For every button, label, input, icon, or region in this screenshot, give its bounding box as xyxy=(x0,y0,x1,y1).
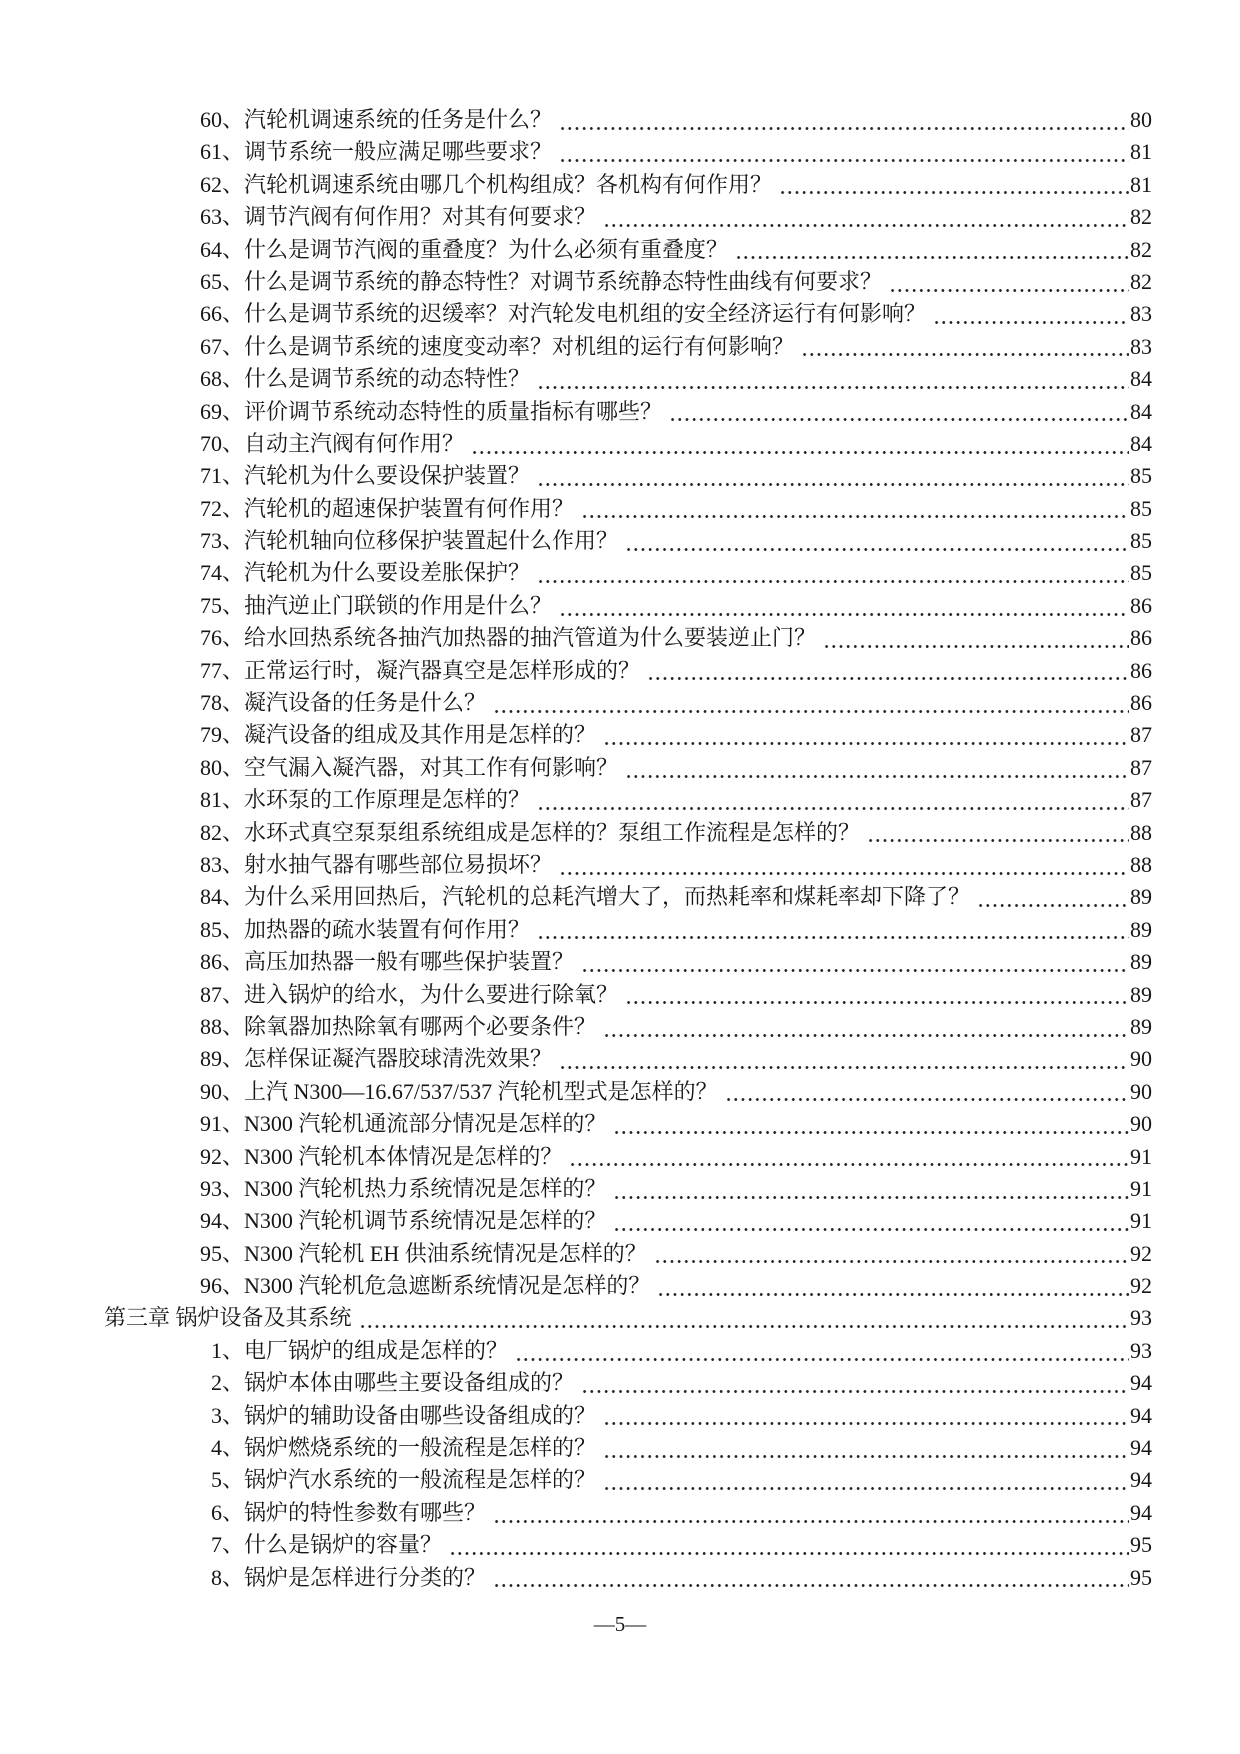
toc-entry-page-number: 91 xyxy=(1130,1208,1152,1234)
toc-entry-page-number: 85 xyxy=(1130,560,1152,586)
toc-entry-page-number: 85 xyxy=(1130,463,1152,489)
toc-entry-number: 92、 xyxy=(200,1143,245,1169)
toc-entry-page-number: 84 xyxy=(1130,430,1152,456)
toc-entry xyxy=(0,817,1240,849)
toc-entry-number: 85、 xyxy=(200,916,245,942)
toc-entry xyxy=(0,493,1240,525)
toc-entry-number: 67、 xyxy=(200,333,245,359)
toc-dot-leader xyxy=(625,525,1129,557)
toc-entry-number: 6、 xyxy=(211,1499,245,1525)
toc-entry-title: 锅炉的特性参数有哪些？ xyxy=(244,1499,487,1525)
toc-entry xyxy=(0,622,1240,654)
toc-entry-number: 8、 xyxy=(211,1564,245,1590)
toc-dot-leader xyxy=(867,817,1129,849)
toc-entry xyxy=(0,1270,1240,1302)
toc-entry-title: N300 汽轮机通流部分情况是怎样的？ xyxy=(244,1111,607,1137)
toc-entry-title: 水环泵的工作原理是怎样的？ xyxy=(244,787,531,813)
toc-entry-number: 70、 xyxy=(200,430,245,456)
toc-entry-page-number: 94 xyxy=(1130,1370,1152,1396)
toc-entry-page-number: 84 xyxy=(1130,366,1152,392)
toc-dot-leader xyxy=(515,1335,1129,1367)
toc-entry-title: 锅炉本体由哪些主要设备组成的？ xyxy=(244,1370,575,1396)
toc-entry-page-number: 89 xyxy=(1130,884,1152,910)
toc-entry-title: 怎样保证凝汽器胶球清洗效果？ xyxy=(244,1046,553,1072)
toc-entry xyxy=(0,1173,1240,1205)
toc-entry-page-number: 86 xyxy=(1130,625,1152,651)
toc-entry-title: 凝汽设备的任务是什么？ xyxy=(244,690,487,716)
toc-entry-title: 调节系统一般应满足哪些要求？ xyxy=(244,139,553,165)
toc-entry-title: 锅炉是怎样进行分类的？ xyxy=(244,1564,487,1590)
toc-entry-title: 评价调节系统动态特性的质量指标有哪些？ xyxy=(244,398,663,424)
toc-entry xyxy=(0,1205,1240,1237)
toc-entry-title: 锅炉燃烧系统的一般流程是怎样的？ xyxy=(244,1435,597,1461)
toc-entry-page-number: 91 xyxy=(1130,1143,1152,1169)
toc-entry-page-number: 95 xyxy=(1130,1564,1152,1590)
toc-entry-number: 88、 xyxy=(200,1013,245,1039)
toc-entry xyxy=(0,363,1240,395)
toc-entry-title: 凝汽设备的组成及其作用是怎样的？ xyxy=(244,722,597,748)
toc-entry-page-number: 94 xyxy=(1130,1435,1152,1461)
toc-dot-leader xyxy=(647,655,1129,687)
toc-entry-page-number: 84 xyxy=(1130,398,1152,424)
toc-entry-page-number: 86 xyxy=(1130,657,1152,683)
toc-entry-page-number: 88 xyxy=(1130,819,1152,845)
toc-entry-page-number: 85 xyxy=(1130,495,1152,521)
toc-entry-page-number: 95 xyxy=(1130,1532,1152,1558)
toc-entry-number: 第三章 xyxy=(104,1305,176,1331)
toc-entry-page-number: 94 xyxy=(1130,1402,1152,1428)
toc-entry-title: 什么是调节系统的静态特性？对调节系统静态特性曲线有何要求？ xyxy=(244,268,883,294)
toc-entry-number: 2、 xyxy=(211,1370,245,1396)
toc-entry-title: 汽轮机轴向位移保护装置起什么作用？ xyxy=(244,528,619,554)
toc-entry xyxy=(0,1432,1240,1464)
toc-entry-title: 给水回热系统各抽汽加热器的抽汽管道为什么要装逆止门？ xyxy=(244,625,817,651)
toc-entry-number: 72、 xyxy=(200,495,245,521)
toc-entry-page-number: 86 xyxy=(1130,592,1152,618)
toc-entry-page-number: 89 xyxy=(1130,916,1152,942)
toc-entry-page-number: 88 xyxy=(1130,851,1152,877)
toc-entry-number: 64、 xyxy=(200,236,245,262)
toc-entry-number: 94、 xyxy=(200,1208,245,1234)
toc-dot-leader xyxy=(569,1141,1129,1173)
toc-entry-number: 84、 xyxy=(200,884,245,910)
toc-entry-page-number: 92 xyxy=(1130,1240,1152,1266)
toc-dot-leader xyxy=(359,1302,1129,1334)
toc-entry-title: 除氧器加热除氧有哪两个必要条件？ xyxy=(244,1013,597,1039)
toc-entry xyxy=(0,687,1240,719)
toc-entry-number: 78、 xyxy=(200,690,245,716)
toc-entry xyxy=(0,1141,1240,1173)
toc-entry xyxy=(0,1562,1240,1594)
toc-dot-leader xyxy=(613,1108,1129,1140)
toc-entry-title: 什么是调节系统的迟缓率？对汽轮发电机组的安全经济运行有何影响？ xyxy=(244,301,927,327)
toc-entry xyxy=(0,979,1240,1011)
toc-entry-page-number: 81 xyxy=(1130,171,1152,197)
toc-entry xyxy=(0,136,1240,168)
toc-entry-title: 锅炉汽水系统的一般流程是怎样的？ xyxy=(244,1467,597,1493)
toc-entry xyxy=(0,881,1240,913)
toc-entry-number: 83、 xyxy=(200,851,245,877)
toc-entry-title: 汽轮机调速系统的任务是什么？ xyxy=(244,107,553,132)
toc-dot-leader xyxy=(669,396,1129,428)
toc-entry xyxy=(0,557,1240,589)
toc-dot-leader xyxy=(603,201,1129,233)
toc-dot-leader xyxy=(471,428,1129,460)
toc-entry xyxy=(0,1011,1240,1043)
toc-entry-number: 5、 xyxy=(211,1467,245,1493)
page-footer xyxy=(0,1607,1240,1641)
toc-dot-leader xyxy=(603,1011,1129,1043)
toc-entry-title: 汽轮机为什么要设保护装置？ xyxy=(244,463,531,489)
toc-entry xyxy=(0,946,1240,978)
toc-dot-leader xyxy=(581,1367,1129,1399)
toc-entry-page-number: 90 xyxy=(1130,1078,1152,1104)
toc-entry xyxy=(0,298,1240,330)
toc-entry-title: N300 汽轮机危急遮断系统情况是怎样的？ xyxy=(244,1273,651,1299)
toc-entry-number: 93、 xyxy=(200,1175,245,1201)
toc-entry-number: 86、 xyxy=(200,949,245,975)
toc-entry-number: 63、 xyxy=(200,204,245,230)
toc-dot-leader xyxy=(933,298,1129,330)
toc-dot-leader xyxy=(537,363,1129,395)
toc-entry-number: 79、 xyxy=(200,722,245,748)
toc-entry xyxy=(0,849,1240,881)
toc-entry-number: 7、 xyxy=(211,1532,245,1558)
toc-entry xyxy=(0,1497,1240,1529)
toc-entry xyxy=(0,719,1240,751)
toc-dot-leader xyxy=(654,1238,1129,1270)
toc-entry xyxy=(0,460,1240,492)
toc-entry-number: 77、 xyxy=(200,657,245,683)
toc-entry-title: N300 汽轮机 EH 供油系统情况是怎样的？ xyxy=(244,1240,647,1266)
toc-entry-title: N300 汽轮机调节系统情况是怎样的？ xyxy=(244,1208,607,1234)
toc-entry xyxy=(0,590,1240,622)
toc-entry-number: 74、 xyxy=(200,560,245,586)
toc-entry-page-number: 83 xyxy=(1130,333,1152,359)
toc-entry xyxy=(0,234,1240,266)
toc-entry-page-number: 80 xyxy=(1130,107,1152,132)
toc-dot-leader xyxy=(493,687,1129,719)
toc-entry-title: 空气漏入凝汽器，对其工作有何影响？ xyxy=(244,754,619,780)
toc-entry xyxy=(0,1529,1240,1561)
toc-entry xyxy=(0,1464,1240,1496)
toc-entry-number: 60、 xyxy=(200,107,245,132)
toc-entry-page-number: 94 xyxy=(1130,1467,1152,1493)
toc-entry-title: 抽汽逆止门联锁的作用是什么？ xyxy=(244,592,553,618)
toc-entry-number: 75、 xyxy=(200,592,245,618)
toc-entry-page-number: 81 xyxy=(1130,139,1152,165)
toc-entry-page-number: 94 xyxy=(1130,1499,1152,1525)
toc-dot-leader xyxy=(581,493,1129,525)
toc-entry-title: 射水抽气器有哪些部位易损坏？ xyxy=(244,851,553,877)
toc-entry-page-number: 87 xyxy=(1130,722,1152,748)
toc-entry xyxy=(0,1302,1240,1334)
toc-entry xyxy=(0,784,1240,816)
toc-entry-title: 为什么采用回热后，汽轮机的总耗汽增大了，而热耗率和煤耗率却下降了？ xyxy=(244,884,971,910)
toc-entry xyxy=(0,1367,1240,1399)
toc-entry-title: 汽轮机的超速保护装置有何作用？ xyxy=(244,495,575,521)
toc-dot-leader xyxy=(603,1432,1129,1464)
toc-entry-page-number: 89 xyxy=(1130,981,1152,1007)
toc-dot-leader xyxy=(537,784,1129,816)
toc-entry xyxy=(0,1076,1240,1108)
toc-entry-page-number: 93 xyxy=(1130,1305,1152,1331)
toc-dot-leader xyxy=(625,752,1129,784)
toc-entry-number: 91、 xyxy=(200,1111,245,1137)
toc-entry-title: 什么是调节系统的速度变动率？对机组的运行有何影响？ xyxy=(244,333,795,359)
toc-entry xyxy=(0,752,1240,784)
toc-dot-leader xyxy=(603,1464,1129,1496)
toc-entry-title: 什么是调节系统的动态特性？ xyxy=(244,366,531,392)
toc-entry-number: 66、 xyxy=(200,301,245,327)
toc-dot-leader xyxy=(493,1497,1129,1529)
toc-entry-title: 什么是调节汽阀的重叠度？为什么必须有重叠度？ xyxy=(244,236,729,262)
toc-entry-title: 汽轮机为什么要设差胀保护？ xyxy=(244,560,531,586)
toc-entry-number: 4、 xyxy=(211,1435,245,1461)
toc-entry-page-number: 89 xyxy=(1130,949,1152,975)
toc-dot-leader xyxy=(823,622,1129,654)
toc-entry-title: N300 汽轮机本体情况是怎样的？ xyxy=(244,1143,563,1169)
toc-entry-number: 71、 xyxy=(200,463,245,489)
toc-dot-leader xyxy=(603,1400,1129,1432)
toc-entry-title: 加热器的疏水装置有何作用？ xyxy=(244,916,531,942)
toc-dot-leader xyxy=(889,266,1129,298)
toc-entry-number: 61、 xyxy=(200,139,245,165)
toc-dot-leader xyxy=(977,881,1129,913)
toc-entry-title: N300 汽轮机热力系统情况是怎样的？ xyxy=(244,1175,607,1201)
toc-entry xyxy=(0,201,1240,233)
toc-entry xyxy=(0,104,1240,136)
toc-dot-leader xyxy=(559,136,1129,168)
toc-dot-leader xyxy=(735,234,1129,266)
toc-entry xyxy=(0,914,1240,946)
toc-entry xyxy=(0,428,1240,460)
toc-entry-number: 65、 xyxy=(200,268,245,294)
toc-entry xyxy=(0,396,1240,428)
toc-dot-leader xyxy=(537,914,1129,946)
toc-entry-number: 1、 xyxy=(211,1337,245,1363)
toc-entry-number: 81、 xyxy=(200,787,245,813)
toc-dot-leader xyxy=(537,557,1129,589)
toc-entry-number: 82、 xyxy=(200,819,245,845)
toc-entry-number: 89、 xyxy=(200,1046,245,1072)
toc-dot-leader xyxy=(603,719,1129,751)
toc-dot-leader xyxy=(581,946,1129,978)
toc-entry-page-number: 93 xyxy=(1130,1337,1152,1363)
toc-entry-page-number: 82 xyxy=(1130,204,1152,230)
toc-entry-title: 进入锅炉的给水，为什么要进行除氧？ xyxy=(244,981,619,1007)
toc-entry-page-number: 87 xyxy=(1130,754,1152,780)
toc-entry-title: 什么是锅炉的容量？ xyxy=(244,1532,443,1558)
toc-entry xyxy=(0,266,1240,298)
toc-entry-number: 80、 xyxy=(200,754,245,780)
toc-entry-title: 锅炉的辅助设备由哪些设备组成的？ xyxy=(244,1402,597,1428)
toc-entry xyxy=(0,169,1240,201)
toc-dot-leader xyxy=(537,460,1129,492)
toc-entry-page-number: 90 xyxy=(1130,1111,1152,1137)
table-of-contents xyxy=(0,104,1240,1594)
toc-entry-number: 62、 xyxy=(200,171,245,197)
toc-dot-leader xyxy=(657,1270,1129,1302)
toc-dot-leader xyxy=(725,1076,1129,1108)
toc-dot-leader xyxy=(613,1205,1129,1237)
toc-entry xyxy=(0,525,1240,557)
toc-entry-title: 电厂锅炉的组成是怎样的？ xyxy=(244,1337,509,1363)
toc-entry xyxy=(0,1400,1240,1432)
toc-entry-title: 调节汽阀有何作用？对其有何要求？ xyxy=(244,204,597,230)
toc-entry-number: 69、 xyxy=(200,398,245,424)
toc-entry-number: 90、 xyxy=(200,1078,245,1104)
toc-dot-leader xyxy=(801,331,1129,363)
toc-entry xyxy=(0,655,1240,687)
toc-dot-leader xyxy=(493,1562,1129,1594)
toc-entry xyxy=(0,1238,1240,1270)
toc-entry-page-number: 86 xyxy=(1130,690,1152,716)
toc-entry-page-number: 87 xyxy=(1130,787,1152,813)
toc-entry xyxy=(0,1335,1240,1367)
toc-entry-page-number: 92 xyxy=(1130,1273,1152,1299)
toc-entry-number: 76、 xyxy=(200,625,245,651)
toc-entry-number: 87、 xyxy=(200,981,245,1007)
toc-entry-page-number: 90 xyxy=(1130,1046,1152,1072)
footer-page-number: —5— xyxy=(593,1612,647,1636)
toc-entry-number: 96、 xyxy=(200,1273,245,1299)
toc-entry xyxy=(0,1108,1240,1140)
toc-entry-title: 汽轮机调速系统由哪几个机构组成？各机构有何作用？ xyxy=(244,171,773,197)
toc-dot-leader xyxy=(625,979,1129,1011)
toc-entry-page-number: 91 xyxy=(1130,1175,1152,1201)
toc-dot-leader xyxy=(559,849,1129,881)
toc-entry-title: 上汽 N300—16.67/537/537 汽轮机型式是怎样的？ xyxy=(244,1078,718,1104)
toc-dot-leader xyxy=(779,169,1129,201)
toc-dot-leader xyxy=(449,1529,1129,1561)
toc-entry-page-number: 82 xyxy=(1130,268,1152,294)
toc-entry-number: 3、 xyxy=(211,1402,245,1428)
toc-entry-page-number: 89 xyxy=(1130,1013,1152,1039)
toc-entry-page-number: 83 xyxy=(1130,301,1152,327)
toc-entry xyxy=(0,1043,1240,1075)
toc-dot-leader xyxy=(613,1173,1129,1205)
toc-dot-leader xyxy=(559,104,1129,136)
toc-entry-title: 高压加热器一般有哪些保护装置？ xyxy=(244,949,575,975)
toc-dot-leader xyxy=(559,590,1129,622)
toc-entry-page-number: 85 xyxy=(1130,528,1152,554)
toc-entry-number: 68、 xyxy=(200,366,245,392)
toc-entry-title: 自动主汽阀有何作用？ xyxy=(244,430,465,456)
toc-entry-title: 锅炉设备及其系统 xyxy=(175,1305,352,1331)
toc-entry-page-number: 82 xyxy=(1130,236,1152,262)
toc-entry-title: 正常运行时，凝汽器真空是怎样形成的？ xyxy=(244,657,641,683)
toc-entry-number: 95、 xyxy=(200,1240,245,1266)
toc-dot-leader xyxy=(559,1043,1129,1075)
toc-entry xyxy=(0,331,1240,363)
toc-entry-title: 水环式真空泵泵组系统组成是怎样的？泵组工作流程是怎样的？ xyxy=(244,819,861,845)
toc-entry-number: 73、 xyxy=(200,528,245,554)
